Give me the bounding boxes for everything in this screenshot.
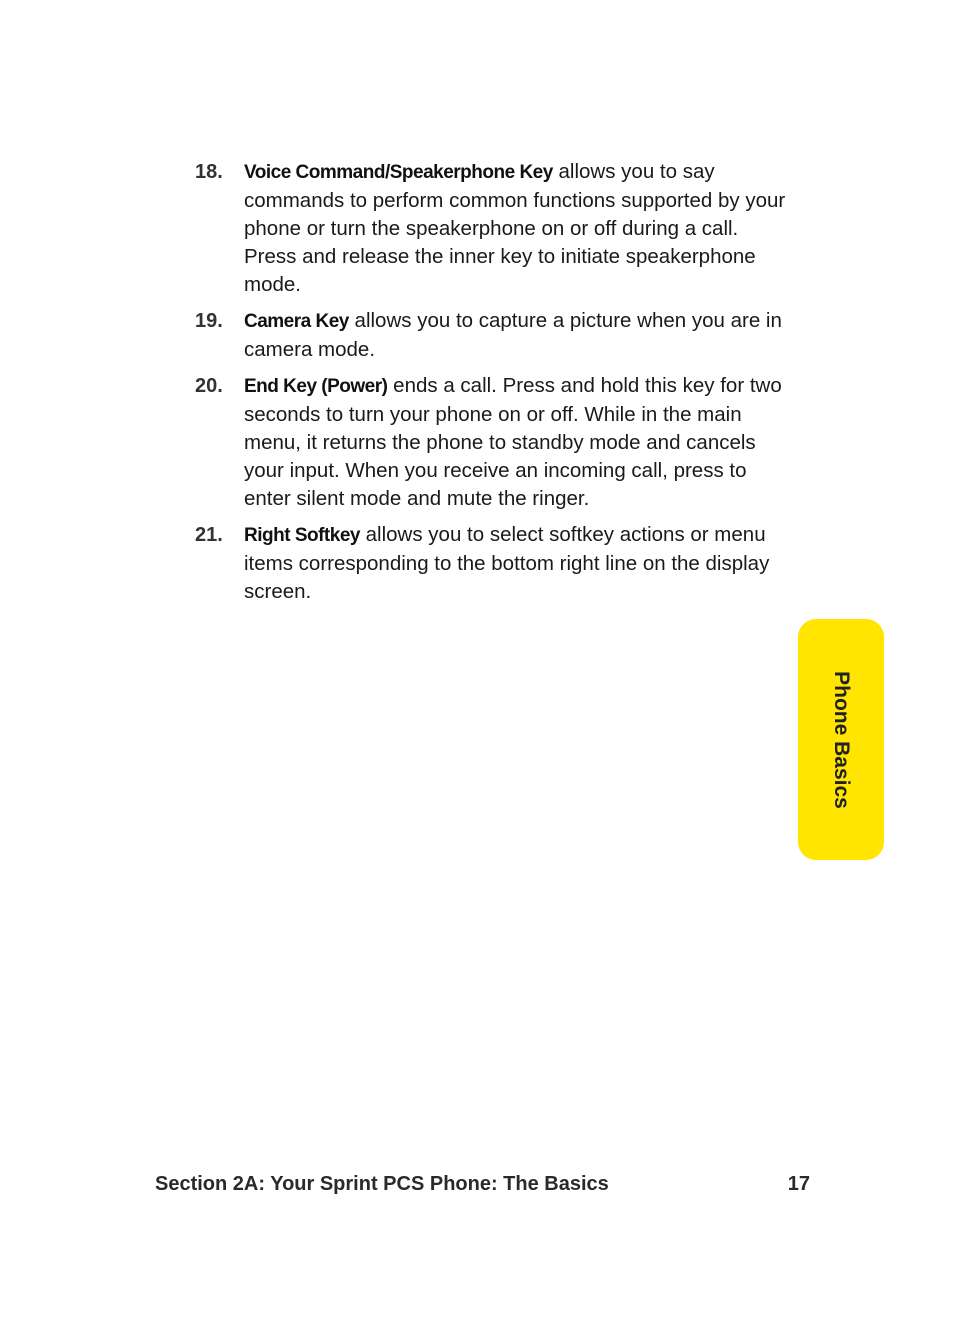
list-item [195,372,795,513]
page-footer [155,1170,810,1198]
side-tab-label: Phone Basics [830,670,853,809]
item-number: 21. [195,524,223,546]
item-term: Voice Command/Speakerphone Key [244,162,553,183]
item-text: ends a call. Press and hold this key for two seconds to turn your phone on or off. While in the main menu, it returns the phone to standby mode and cancels your input. When you receive an incoming call, press to enter silent mode and mute the ringer. [244,374,782,510]
item-term: End Key (Power) [244,376,388,397]
item-text: allows you to say commands to perform common functions supported by your phone or turn the speakerphone on or off during a call. Press and release the inner key to initiate speakerphone mode. [244,160,786,296]
item-text: allows you to select softkey actions or menu items corresponding to the bottom right line on the display screen. [244,523,770,603]
item-description [244,372,795,513]
section-side-tab [798,619,884,860]
list-item [195,307,795,364]
footer-section-title: Section 2A: Your Sprint PCS Phone: The Basics [155,1173,609,1195]
item-description [244,307,795,364]
item-number: 19. [195,310,223,332]
item-description [244,521,795,606]
item-term: Camera Key [244,311,349,332]
item-text: allows you to capture a picture when you are in camera mode. [244,309,782,361]
list-item [195,521,795,606]
key-description-list [195,158,795,614]
page-number: 17 [787,1173,810,1195]
item-number: 20. [195,375,223,397]
item-term: Right Softkey [244,525,360,546]
list-item [195,158,795,299]
item-number: 18. [195,161,223,183]
item-description [244,158,795,299]
